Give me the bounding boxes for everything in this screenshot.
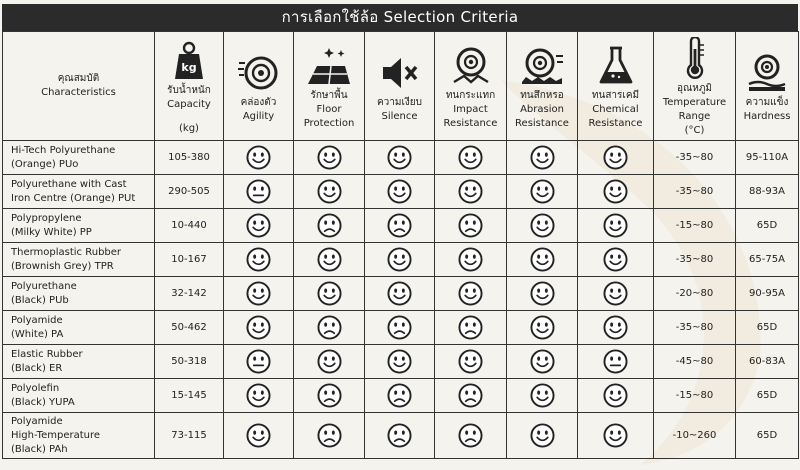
- capacity-header: [155, 32, 224, 141]
- rating-cell: [294, 243, 365, 277]
- happy-face-icon: [387, 247, 412, 272]
- neutral-face-icon: [603, 349, 628, 374]
- table-row: [3, 209, 799, 243]
- table-row: [3, 413, 799, 459]
- material-name-line: (Black) ER: [11, 362, 63, 374]
- happy-face-icon: [458, 145, 483, 170]
- happy-face-icon: [246, 423, 271, 448]
- rating-cell: [365, 345, 435, 379]
- material-name-line: (Black) PAh: [11, 443, 68, 455]
- material-name-line: (Milky White) PP: [11, 226, 92, 238]
- hardness-cell: 90-95A: [736, 277, 799, 311]
- happy-face-icon: [530, 315, 555, 340]
- happy-face-icon: [458, 349, 483, 374]
- neutral-face-icon: [246, 179, 271, 204]
- hardness-cell: 88-93A: [736, 175, 799, 209]
- table-row: [3, 141, 799, 175]
- table-row: [3, 379, 799, 413]
- sad-face-icon: [387, 315, 412, 340]
- rating-cell: [365, 141, 435, 175]
- chemical-label-th: ทนสารเคมี: [591, 89, 640, 101]
- material-name-line: (Brownish Grey) TPR: [11, 260, 114, 272]
- material-name-line: (Orange) PUo: [11, 158, 79, 170]
- sad-face-icon: [317, 315, 342, 340]
- rating-cell: [507, 413, 578, 459]
- abrasion-label-th: ทนสึกหรอ: [520, 89, 564, 101]
- chemical-label-en2: Resistance: [588, 117, 643, 129]
- table-row: [3, 311, 799, 345]
- rating-cell: [365, 277, 435, 311]
- temperature-label-th: อุณหภูมิ: [676, 82, 713, 94]
- capacity-cell: 15-145: [155, 379, 224, 413]
- silence-label-th: ความเงียบ: [376, 96, 423, 108]
- rating-cell: [224, 345, 294, 379]
- rating-cell: [578, 243, 654, 277]
- characteristics-label-en: Characteristics: [41, 87, 116, 98]
- temperature-label-en3: (°C): [684, 124, 705, 136]
- table-row: [3, 345, 799, 379]
- impact-label-en1: Impact: [453, 103, 488, 115]
- rating-cell: [365, 379, 435, 413]
- material-name-line: Polypropylene: [11, 212, 82, 224]
- rating-cell: [365, 243, 435, 277]
- happy-face-icon: [387, 349, 412, 374]
- material-name-line: Polyurethane: [11, 280, 77, 292]
- material-name-line: Polyurethane with Cast: [11, 178, 127, 190]
- material-name-line: High-Temperature: [11, 429, 101, 441]
- rating-cell: [507, 243, 578, 277]
- happy-face-icon: [603, 213, 628, 238]
- rating-cell: [294, 277, 365, 311]
- rating-cell: [507, 141, 578, 175]
- happy-face-icon: [246, 213, 271, 238]
- abrasion-label-en2: Resistance: [515, 117, 569, 129]
- rating-cell: [578, 175, 654, 209]
- temperature-cell: -35~80: [654, 175, 736, 209]
- sad-face-icon: [458, 213, 483, 238]
- hardness-cell: 95-110A: [736, 141, 799, 175]
- rating-cell: [578, 311, 654, 345]
- rating-cell: [507, 379, 578, 413]
- rating-cell: [507, 311, 578, 345]
- capacity-cell: 10-440: [155, 209, 224, 243]
- happy-face-icon: [458, 179, 483, 204]
- rating-cell: [435, 345, 507, 379]
- rating-cell: [224, 141, 294, 175]
- table-title: การเลือกใช้ล้อ Selection Criteria: [2, 4, 798, 31]
- rating-cell: [224, 379, 294, 413]
- happy-face-icon: [530, 179, 555, 204]
- hardness-cell: 65D: [736, 413, 799, 459]
- sad-face-icon: [317, 213, 342, 238]
- material-name-line: (Black) YUPA: [11, 396, 75, 408]
- rating-cell: [578, 345, 654, 379]
- capacity-label-th: รับน้ำหนัก: [167, 84, 211, 96]
- rating-cell: [507, 209, 578, 243]
- rating-cell: [294, 311, 365, 345]
- rating-cell: [294, 141, 365, 175]
- abrasion-header: [507, 32, 578, 141]
- rating-cell: [578, 379, 654, 413]
- material-name-cell: [3, 379, 155, 413]
- table-row: [3, 243, 799, 277]
- agility-label-th: คล่องตัว: [240, 96, 277, 108]
- impact-header: [435, 32, 507, 141]
- hardness-cell: 60-83A: [736, 345, 799, 379]
- material-name-cell: [3, 243, 155, 277]
- capacity-unit: (kg): [179, 122, 199, 134]
- rating-cell: [435, 141, 507, 175]
- sad-face-icon: [387, 423, 412, 448]
- floor-label-en2: Protection: [303, 117, 355, 129]
- rating-cell: [435, 311, 507, 345]
- capacity-cell: 32-142: [155, 277, 224, 311]
- characteristics-label-th: คุณสมบัติ: [57, 73, 100, 84]
- happy-face-icon: [387, 145, 412, 170]
- hardness-label-th: ความแข็ง: [745, 96, 789, 108]
- temperature-cell: -35~80: [654, 243, 736, 277]
- agility-label-en: Agility: [242, 110, 275, 122]
- happy-face-icon: [603, 281, 628, 306]
- neutral-face-icon: [246, 349, 271, 374]
- happy-face-icon: [530, 423, 555, 448]
- happy-face-icon: [458, 281, 483, 306]
- happy-face-icon: [530, 247, 555, 272]
- rating-cell: [294, 175, 365, 209]
- temperature-cell: -10~260: [654, 413, 736, 459]
- impact-label-en2: Resistance: [443, 117, 498, 129]
- floor-label-en1: Floor: [316, 103, 342, 115]
- hardness-cell: 65D: [736, 311, 799, 345]
- material-name-line: Polyamide: [11, 314, 63, 326]
- table-body: [3, 141, 799, 459]
- hardness-cell: 65D: [736, 379, 799, 413]
- capacity-cell: 73-115: [155, 413, 224, 459]
- chemical-header: [578, 32, 654, 141]
- agility-header: [224, 32, 294, 141]
- temperature-cell: -35~80: [654, 311, 736, 345]
- rating-cell: [435, 277, 507, 311]
- rating-cell: [578, 277, 654, 311]
- weight-icon: [174, 41, 204, 81]
- material-name-cell: [3, 277, 155, 311]
- flask-icon: [598, 46, 634, 86]
- sad-face-icon: [317, 423, 342, 448]
- material-name-line: Iron Centre (Orange) PUt: [11, 192, 136, 204]
- rating-cell: [365, 311, 435, 345]
- happy-face-icon: [603, 179, 628, 204]
- material-name-cell: [3, 345, 155, 379]
- rating-cell: [435, 379, 507, 413]
- rating-cell: [578, 141, 654, 175]
- happy-face-icon: [317, 145, 342, 170]
- speaker-mute-icon: [380, 53, 420, 93]
- happy-face-icon: [530, 349, 555, 374]
- temperature-header: [654, 32, 736, 141]
- sad-face-icon: [387, 383, 412, 408]
- rating-cell: [224, 311, 294, 345]
- rating-cell: [224, 175, 294, 209]
- table-row: [3, 277, 799, 311]
- happy-face-icon: [530, 281, 555, 306]
- happy-face-icon: [603, 423, 628, 448]
- material-name-cell: [3, 311, 155, 345]
- rating-cell: [507, 277, 578, 311]
- material-name-line: Polyamide: [11, 415, 63, 427]
- thermometer-icon: [684, 37, 706, 79]
- happy-face-icon: [246, 145, 271, 170]
- happy-face-icon: [317, 247, 342, 272]
- capacity-cell: 10-167: [155, 243, 224, 277]
- abrasion-label-en1: Abrasion: [520, 103, 564, 115]
- happy-face-icon: [603, 315, 628, 340]
- temperature-label-en2: Range: [678, 110, 711, 122]
- hardness-header: [736, 32, 799, 141]
- rating-cell: [435, 413, 507, 459]
- happy-face-icon: [603, 247, 628, 272]
- material-name-line: Thermoplastic Rubber: [11, 246, 122, 258]
- happy-face-icon: [387, 281, 412, 306]
- hardness-cell: 65-75A: [736, 243, 799, 277]
- material-name-line: (Black) PUb: [11, 294, 69, 306]
- happy-face-icon: [317, 179, 342, 204]
- rating-cell: [224, 277, 294, 311]
- hardness-label-en: Hardness: [743, 110, 791, 122]
- capacity-cell: 290-505: [155, 175, 224, 209]
- happy-face-icon: [530, 383, 555, 408]
- wheel-hardness-icon: [746, 53, 788, 93]
- sad-face-icon: [458, 315, 483, 340]
- impact-label-th: ทนกระแทก: [445, 89, 496, 101]
- characteristics-header: [3, 32, 155, 141]
- floor-label-th: รักษาพื้น: [310, 89, 348, 101]
- weight-icon-text: kg: [181, 60, 197, 74]
- wheel-impact-icon: [450, 46, 492, 86]
- header-row: [3, 32, 799, 141]
- capacity-cell: 50-318: [155, 345, 224, 379]
- happy-face-icon: [603, 383, 628, 408]
- happy-face-icon: [458, 247, 483, 272]
- rating-cell: [435, 243, 507, 277]
- rating-cell: [224, 243, 294, 277]
- material-name-line: Elastic Rubber: [11, 348, 83, 360]
- hardness-cell: 65D: [736, 209, 799, 243]
- rating-cell: [365, 209, 435, 243]
- material-name-cell: [3, 141, 155, 175]
- material-name-cell: [3, 209, 155, 243]
- wheel-agility-icon: [238, 53, 280, 93]
- rating-cell: [578, 209, 654, 243]
- floor-tiles-icon: [307, 46, 351, 86]
- temperature-cell: -15~80: [654, 379, 736, 413]
- rating-cell: [294, 345, 365, 379]
- rating-cell: [365, 175, 435, 209]
- rating-cell: [294, 209, 365, 243]
- rating-cell: [435, 175, 507, 209]
- rating-cell: [224, 209, 294, 243]
- sad-face-icon: [387, 213, 412, 238]
- happy-face-icon: [246, 281, 271, 306]
- material-name-line: (White) PA: [11, 328, 64, 340]
- silence-header: [365, 32, 435, 141]
- temperature-cell: -20~80: [654, 277, 736, 311]
- material-name-cell: [3, 413, 155, 459]
- silence-label-en: Silence: [381, 110, 418, 122]
- rating-cell: [507, 345, 578, 379]
- rating-cell: [294, 379, 365, 413]
- selection-criteria-table: [2, 31, 799, 459]
- material-name-line: Polyolefin: [11, 382, 60, 394]
- happy-face-icon: [530, 145, 555, 170]
- happy-face-icon: [387, 179, 412, 204]
- temperature-label-en1: Temperature: [662, 96, 727, 108]
- capacity-cell: 50-462: [155, 311, 224, 345]
- table-row: [3, 175, 799, 209]
- happy-face-icon: [246, 383, 271, 408]
- sad-face-icon: [458, 383, 483, 408]
- sad-face-icon: [458, 423, 483, 448]
- material-name-line: Hi-Tech Polyurethane: [11, 144, 116, 156]
- rating-cell: [365, 413, 435, 459]
- material-name-cell: [3, 175, 155, 209]
- rating-cell: [294, 413, 365, 459]
- happy-face-icon: [246, 315, 271, 340]
- chemical-label-en1: Chemical: [592, 103, 639, 115]
- capacity-label-en: Capacity: [167, 98, 211, 110]
- temperature-cell: -45~80: [654, 345, 736, 379]
- sad-face-icon: [317, 383, 342, 408]
- rating-cell: [435, 209, 507, 243]
- happy-face-icon: [603, 145, 628, 170]
- wheel-abrasion-icon: [520, 46, 564, 86]
- happy-face-icon: [317, 349, 342, 374]
- happy-face-icon: [317, 281, 342, 306]
- capacity-cell: 105-380: [155, 141, 224, 175]
- rating-cell: [507, 175, 578, 209]
- rating-cell: [224, 413, 294, 459]
- happy-face-icon: [530, 213, 555, 238]
- temperature-cell: -15~80: [654, 209, 736, 243]
- rating-cell: [578, 413, 654, 459]
- temperature-cell: -35~80: [654, 141, 736, 175]
- floor-protection-header: [294, 32, 365, 141]
- happy-face-icon: [246, 247, 271, 272]
